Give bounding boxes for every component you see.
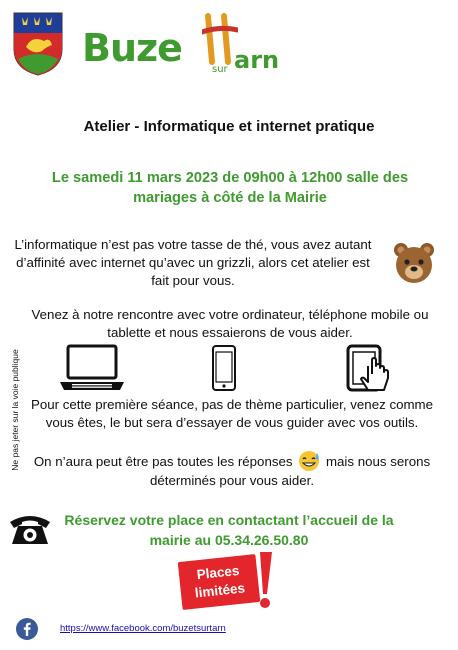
- event-date-location: Le samedi 11 mars 2023 de 09h00 à 12h00 salle des mariages à côté de la Mairie: [51, 170, 409, 206]
- sweat-smile-emoji-icon: [296, 450, 322, 472]
- badge-text: [180, 560, 257, 604]
- litter-notice: Ne pas jeter sur la voie publique: [10, 349, 20, 471]
- brand-logo: [82, 14, 312, 84]
- limited-places-badge: [180, 550, 276, 612]
- bear-emoji-icon: [392, 241, 436, 285]
- reservation-contact: Réservez votre place en contactant l’accueil de la mairie au 05.34.26.50.80: [64, 512, 394, 548]
- first-session-paragraph: Pour cette première séance, pas de thème particulier, venez comme vous êtes, le but sera d’essayer de vous guider avec vos outils.: [30, 397, 434, 430]
- answers-text-start: On n’aura peut être pas toutes les réponses: [33, 454, 293, 469]
- badge-line-2: limitées: [194, 580, 246, 601]
- crest-icon: [12, 11, 64, 77]
- facebook-icon[interactable]: [16, 618, 38, 640]
- tablet-touch-icon: [346, 344, 392, 392]
- answers-paragraph: [22, 450, 442, 490]
- intro-paragraph: L’informatique n’est pas votre tasse de thé, vous avez autant d’affinité avec internet qu’avec un grizzli, alors cet atelier est fait pour vous.: [14, 237, 372, 288]
- exclamation-icon: [256, 550, 274, 612]
- answers-text-end: mais nous serons déterminés pour vous aider.: [149, 454, 431, 488]
- telephone-icon: [8, 512, 52, 546]
- brand-sur-text: sur: [212, 64, 228, 75]
- brand-tt-mark: [202, 12, 238, 72]
- brand-tarn-text: arn: [234, 46, 280, 74]
- brand-main-text: Buze: [82, 26, 182, 70]
- bring-devices-paragraph: Venez à notre rencontre avec votre ordinateur, téléphone mobile ou tablette et nous essaierons de vous aider.: [31, 307, 429, 340]
- badge-line-1: Places: [195, 562, 241, 583]
- laptop-icon: [58, 344, 126, 392]
- page-title: Atelier - Informatique et internet pratique: [83, 118, 375, 135]
- smartphone-icon: [210, 344, 238, 392]
- facebook-link[interactable]: https://www.facebook.com/buzetsurtarn: [60, 623, 226, 634]
